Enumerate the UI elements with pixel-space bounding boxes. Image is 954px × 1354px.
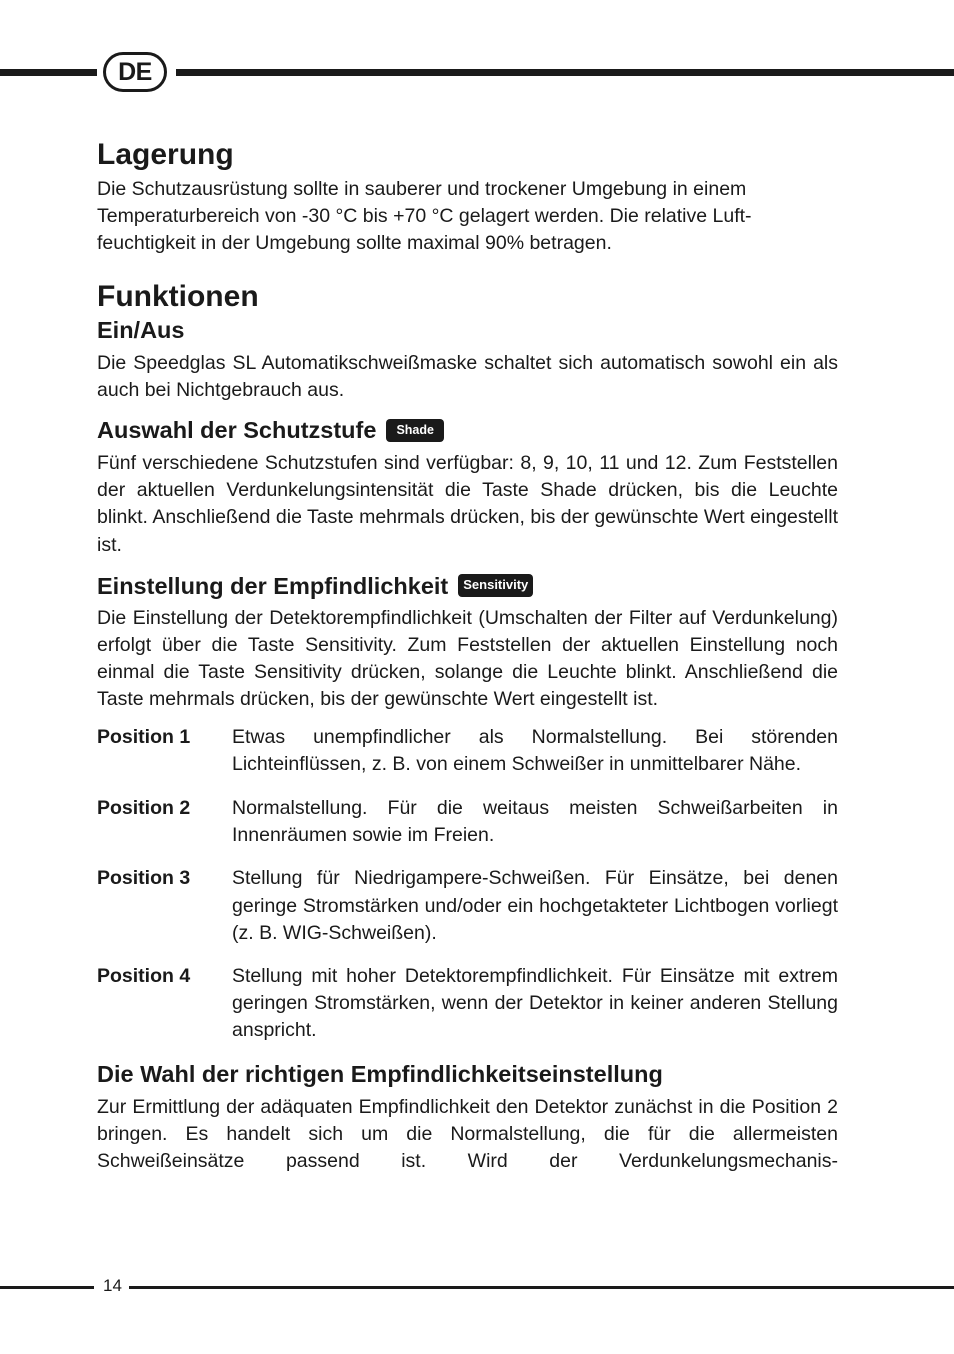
on-off-heading: Ein/Aus bbox=[97, 316, 185, 343]
position-label: Position 2 bbox=[97, 797, 191, 820]
header-rule-right bbox=[176, 69, 954, 76]
sensitivity-choice-paragraph: Zur Ermittlung der adäquaten Empfindlichkeit den Detektor zunächst in die Position 2 bringen. Es handelt sich um die Normalstellung, die für die allermeisten Schweißeinsätze passend ist. Wird der Verdunkelungsmechanis- bbox=[97, 1095, 838, 1173]
sensitivity-heading bbox=[97, 572, 838, 600]
language-badge: DE bbox=[103, 52, 167, 92]
position-description: Normalstellung. Für die weitaus meisten Schweißarbeiten in Innenräumen sowie im Freien. bbox=[232, 797, 838, 847]
storage-line-3: feuchtigkeit in der Umgebung sollte maximal 90% betragen. bbox=[97, 232, 612, 255]
shade-paragraph: Fünf verschiedene Schutzstufen sind verfügbar: 8, 9, 10, 11 und 12. Zum Feststellen der aktuellen Verdunkelungsintensität die Taste Shade drücken, bis die Leuchte blinkt. Anschließend die Taste mehrmals drücken, bis der gewünschte Wert eingestellt ist. bbox=[97, 452, 838, 556]
on-off-paragraph: Die Speedglas SL Automatikschweißmaske schaltet sich automatisch sowohl ein als auch bei Nichtgebrauch aus. bbox=[97, 351, 838, 401]
position-row bbox=[97, 795, 838, 849]
sensitivity-heading-text: Einstellung der Empfindlichkeit bbox=[97, 572, 449, 599]
sensitivity-button-label: Sensitivity bbox=[458, 574, 533, 597]
sensitivity-paragraph: Die Einstellung der Detektorempfindlichkeit (Umschalten der Filter auf Verdunkelung) erfolgt über die Taste Sensitivity. Zum Feststellen der aktuellen Einstellung noch einmal die Taste Sensitivity drücken, solange die Leuchte blinkt. Anschließend die Taste mehrmals drücken, bis der gewünschte Wert eingestellt ist. bbox=[97, 606, 838, 711]
storage-heading: Lagerung bbox=[97, 138, 234, 171]
functions-heading: Funktionen bbox=[97, 279, 259, 313]
storage-line-2: Temperaturbereich von -30 °C bis +70 °C gelagert werden. Die relative Luft- bbox=[97, 205, 752, 228]
position-label: Position 4 bbox=[97, 965, 191, 988]
position-description: Stellung für Niedrigampere-Schweißen. Für Einsätze, bei denen geringe Stromstärken und/oder ein hochgetakteter Lichtbogen vorliegt (z. B. WIG-Schweißen). bbox=[232, 867, 838, 944]
footer-rule-right bbox=[129, 1286, 954, 1289]
header-rule-left bbox=[0, 69, 97, 76]
position-description: Etwas unempfindlicher als Normalstellung. Bei störenden Lichteinflüssen, z. B. von einem Schweißer in unmittelbarer Nähe. bbox=[232, 725, 838, 775]
sensitivity-choice-heading: Die Wahl der richtigen Empfindlichkeitseinstellung bbox=[97, 1060, 663, 1087]
position-label: Position 1 bbox=[97, 725, 191, 748]
shade-heading bbox=[97, 416, 838, 444]
storage-paragraph bbox=[97, 176, 838, 258]
position-description: Stellung mit hoher Detektorempfindlichkeit. Für Einsätze mit extrem geringen Stromstärken, wenn der Detektor in keiner anderen Stellung anspricht. bbox=[232, 965, 838, 1042]
position-row bbox=[97, 865, 838, 947]
storage-line-1: Die Schutzausrüstung sollte in sauberer und trockener Umgebung in einem bbox=[97, 178, 747, 200]
position-row bbox=[97, 963, 838, 1045]
footer-rule-left bbox=[0, 1286, 94, 1289]
position-row bbox=[97, 724, 838, 778]
position-label: Position 3 bbox=[97, 867, 191, 890]
shade-button-label: Shade bbox=[386, 419, 444, 442]
shade-heading-text: Auswahl der Schutzstufe bbox=[97, 417, 377, 444]
page-number: 14 bbox=[103, 1276, 122, 1295]
page-content bbox=[97, 137, 838, 1175]
